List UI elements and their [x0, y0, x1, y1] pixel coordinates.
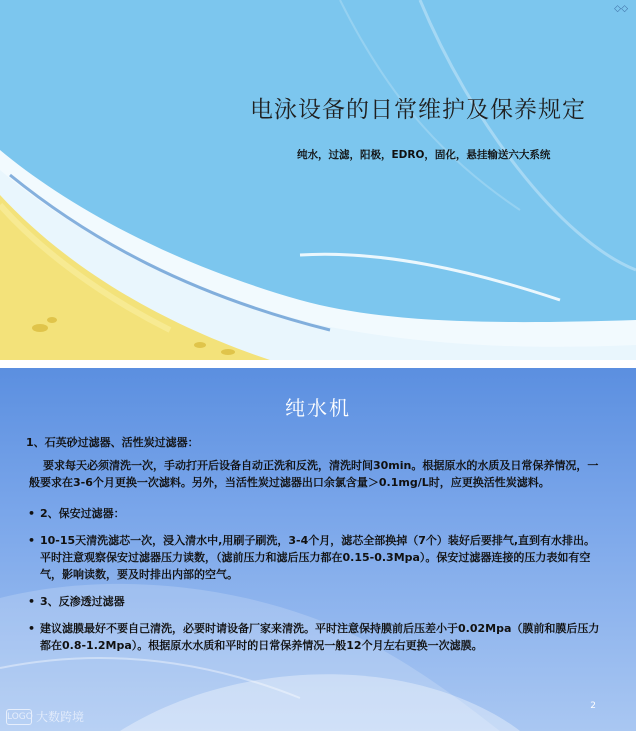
slide-title: 电泳设备的日常维护及保养规定 — [250, 97, 586, 123]
section-paragraph: 要求每天必须清洗一次，手动打开后设备自动正洗和反洗，清洗时间30min。根据原水的水质及日常保养情况，一般要求在3-6个月更换一次滤料。另外，当活性炭过滤器出口余氯含量＞0.1mg/L时，应更换活性炭滤料。 — [29, 459, 599, 489]
top-watermark: ◇◇ — [614, 4, 628, 14]
page-number: 2 — [590, 701, 596, 711]
section-heading: • 3、反渗透过滤器 — [26, 593, 606, 610]
slide-body — [26, 434, 606, 654]
watermark — [6, 708, 84, 725]
slide-subtitle: 纯水，过滤，阳极，EDRO，固化，悬挂输送六大系统 — [297, 149, 551, 161]
section-paragraph: • 建议滤膜最好不要自己清洗，必要时请设备厂家来清洗。平时注意保持膜前后压差小于0.02Mpa（膜前和膜后压力都在0.8-1.2Mpa）。根据原水水质和平时的日常保养情况一般12个月左右更换一次滤膜。 — [26, 620, 606, 654]
section-paragraph: • 10-15天清洗滤芯一次，浸入清水中,用刷子刷洗，3-4个月，滤芯全部换掉（7个）装好后要排气,直到有水排出。平时注意观察保安过滤器压力读数，（滤前压力和滤后压力都在0.15-0.3Mpa）。保安过滤器连接的压力表如有空气，影响读数，要及时排出内部的空气。 — [26, 532, 606, 583]
beach-wave-illustration — [0, 0, 636, 360]
slide-title: 纯水机 — [285, 396, 351, 420]
section-heading: 1、石英砂过滤器、活性炭过滤器： — [26, 436, 199, 449]
watermark-logo-icon: LOGO — [6, 709, 32, 725]
section-heading: • 2、保安过滤器： — [26, 505, 606, 522]
watermark-text: 大数跨境 — [36, 710, 85, 724]
title-slide — [0, 0, 636, 360]
content-slide — [0, 368, 636, 731]
